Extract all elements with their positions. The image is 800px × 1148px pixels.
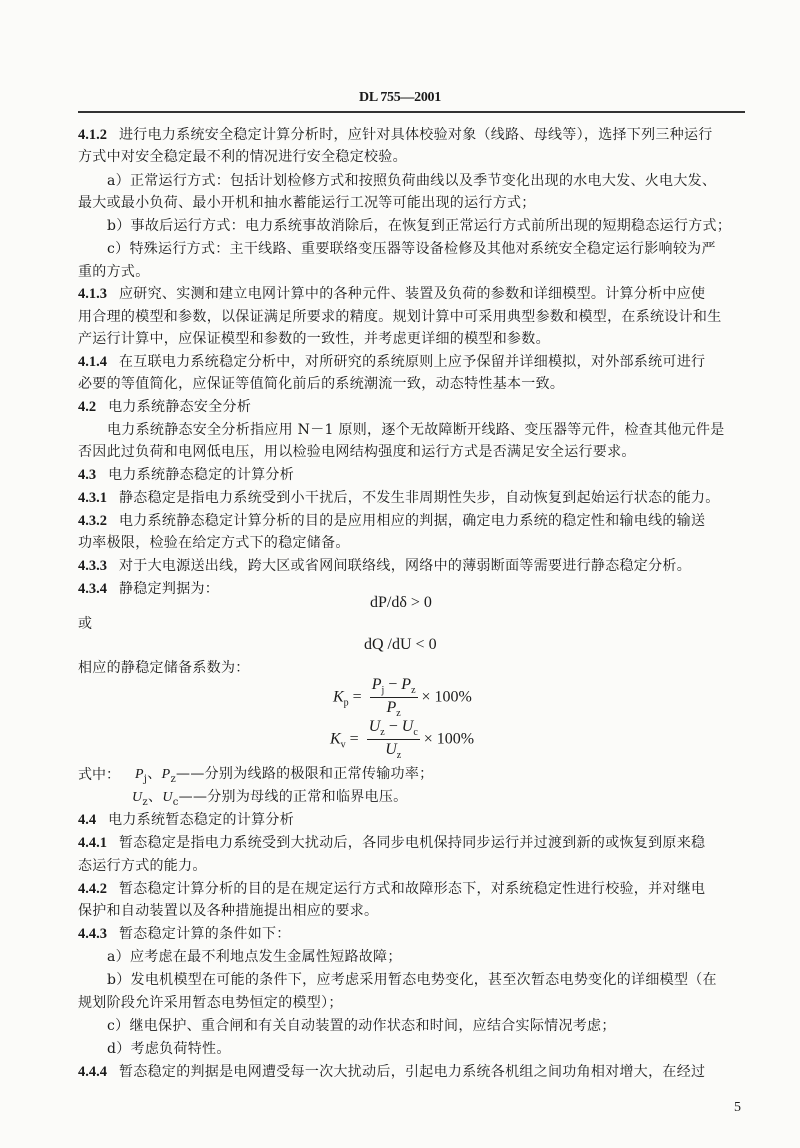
clause-text: 在互联电力系统稳定分析中，对所研究的系统原则上应予保留并详细模拟，对外部系统可进行 — [119, 354, 706, 370]
clause-4-1-2 — [78, 125, 750, 145]
clause-number: 4.3.2 — [78, 513, 107, 529]
header-rule — [78, 111, 745, 113]
formula-kv: $K_v$ = $\frac{U_z - U_c}{U_z}$ × 100% — [330, 718, 475, 762]
list-item-c: c）特殊运行方式：主干线路、重要联络变压器等设备检修及其他对系统安全稳定运行影响较为严 — [107, 241, 716, 257]
section-title: 电力系统静态稳定的计算分析 — [108, 467, 295, 483]
clause-4-1-3 — [78, 284, 750, 304]
formula-dp-ddelta: dP/dδ > 0 — [370, 594, 432, 611]
text-line: 规划阶段允许采用暂态电势恒定的模型）； — [78, 995, 343, 1011]
clause-text: 暂态稳定的判据是电网遭受每一次大扰动后，引起电力系统各机组之间功角相对增大，在经过 — [119, 1064, 706, 1080]
text-line: 方式中对安全稳定最不利的情况进行安全稳定校验。 — [78, 149, 407, 165]
text-line: 最大或最小负荷、最小开机和抽水蓄能运行工况等可能出现的运行方式； — [78, 195, 536, 211]
clause-text: 暂态稳定计算分析的目的是在规定运行方式和故障形态下，对系统稳定性进行校验，并对继电 — [119, 881, 706, 897]
clause-number: 4.1.2 — [78, 127, 107, 143]
section-title: 电力系统暂态稳定的计算分析 — [108, 812, 295, 828]
clause-number: 4.3.1 — [78, 490, 107, 506]
clause-number: 4.4.1 — [78, 835, 107, 851]
clause-4-3-2 — [78, 511, 750, 531]
clause-number: 4.4.3 — [78, 926, 107, 942]
clause-number: 4.4.2 — [78, 881, 107, 897]
fraction: $\frac{U_z - U_c}{U_z}$ — [368, 718, 418, 762]
clause-4-4-3 — [78, 924, 750, 944]
document-header: DL 755—2001 — [359, 90, 441, 105]
clause-4-1-4 — [78, 352, 750, 372]
clause-4-4-1 — [78, 833, 750, 853]
clause-text: 电力系统静态稳定计算分析的目的是应用相应的判据，确定电力系统的稳定性和输电线的输送 — [119, 513, 706, 529]
list-item-d: d）考虑负荷特性。 — [107, 1041, 231, 1057]
clause-number: 4.1.4 — [78, 354, 107, 370]
clause-number: 4.3.4 — [78, 581, 107, 597]
where-label: 式中： — [78, 767, 120, 783]
list-item-b: b）事故后运行方式：电力系统事故消除后，在恢复到正常运行方式前所出现的短期稳态运行方式； — [107, 218, 732, 234]
section-number: 4.2 — [78, 399, 97, 415]
formula-dq-du: dQ /dU < 0 — [364, 636, 437, 653]
section-4-3-heading — [78, 465, 750, 485]
text-line: 重的方式。 — [78, 264, 150, 280]
section-4-4-heading — [78, 810, 750, 830]
text-line: 电力系统静态安全分析指应用 N－1 原则，逐个无故障断开线路、变压器等元件，检查其他元件是 — [107, 422, 725, 438]
text-line: 必要的等值简化，应保证等值简化前后的系统潮流一致，动态特性基本一致。 — [78, 376, 565, 392]
list-item-c: c）继电保护、重合闸和有关自动装置的动作状态和时间，应结合实际情况考虑； — [107, 1018, 616, 1034]
where-item: $P_j$、$P_z——$分别为线路的极限和正常传输功率； — [135, 766, 434, 785]
formula-kp: $K_p$ = $\frac{P_j - P_z}{P_z}$ × 100% — [333, 676, 472, 720]
text-line: 保护和自动装置以及各种措施提出相应的要求。 — [78, 903, 379, 919]
clause-text: 暂态稳定是指电力系统受到大扰动后，各同步电机保持同步运行并过渡到新的或恢复到原来稳 — [119, 835, 706, 851]
list-item-a: a）正常运行方式：包括计划检修方式和按照负荷曲线以及季节变化出现的水电大发、火电大发、 — [107, 173, 717, 189]
section-title: 电力系统静态安全分析 — [108, 399, 252, 415]
list-item-a: a）应考虑在最不利地点发生金属性短路故障； — [107, 949, 402, 965]
section-number: 4.3 — [78, 467, 97, 483]
clause-4-3-3 — [78, 556, 750, 576]
section-number: 4.4 — [78, 812, 97, 828]
clause-number: 4.4.4 — [78, 1064, 107, 1080]
clause-4-4-2 — [78, 879, 750, 899]
clause-number: 4.3.3 — [78, 558, 107, 574]
fraction: $\frac{P_j - P_z}{P_z}$ — [371, 676, 416, 720]
text-line: 产运行计算中，应保证模型和参数的一致性，并考虑更详细的模型和参数。 — [78, 331, 550, 347]
clause-4-3-1 — [78, 488, 750, 508]
page-number: 5 — [734, 1100, 741, 1115]
text-line-or: 或 — [78, 616, 93, 632]
text-line: 相应的静稳定储备系数为： — [78, 660, 250, 676]
clause-text: 暂态稳定计算的条件如下： — [119, 926, 291, 942]
clause-text: 静稳定判据为： — [119, 581, 220, 597]
clause-number: 4.1.3 — [78, 286, 107, 302]
clause-4-4-4 — [78, 1062, 750, 1082]
text-line: 功率极限，检验在给定方式下的稳定储备。 — [78, 535, 350, 551]
clause-text: 进行电力系统安全稳定计算分析时，应针对具体校验对象（线路、母线等），选择下列三种运行 — [119, 127, 713, 143]
text-line: 用合理的模型和参数，以保证满足所要求的精度。规划计算中可采用典型参数和模型，在系统设计和生 — [78, 309, 722, 325]
list-item-b: b）发电机模型在可能的条件下，应考虑采用暂态电势变化，甚至次暂态电势变化的详细模型（在 — [107, 972, 717, 988]
where-item: $U_z$、$U_c——$分别为母线的正常和临界电压。 — [132, 789, 408, 808]
text-line: 态运行方式的能力。 — [78, 858, 207, 874]
clause-text: 静态稳定是指电力系统受到小干扰后，不发生非周期性失步，自动恢复到起始运行状态的能力。 — [119, 490, 720, 506]
section-4-2-heading — [78, 397, 750, 417]
clause-text: 对于大电源送出线，跨大区或省网间联络线，网络中的薄弱断面等需要进行静态稳定分析。 — [119, 558, 691, 574]
text-line: 否因此过负荷和电网低电压，用以检验电网结构强度和运行方式是否满足安全运行要求。 — [78, 444, 636, 460]
clause-text: 应研究、实测和建立电网计算中的各种元件、装置及负荷的参数和详细模型。计算分析中应使 — [119, 286, 706, 302]
